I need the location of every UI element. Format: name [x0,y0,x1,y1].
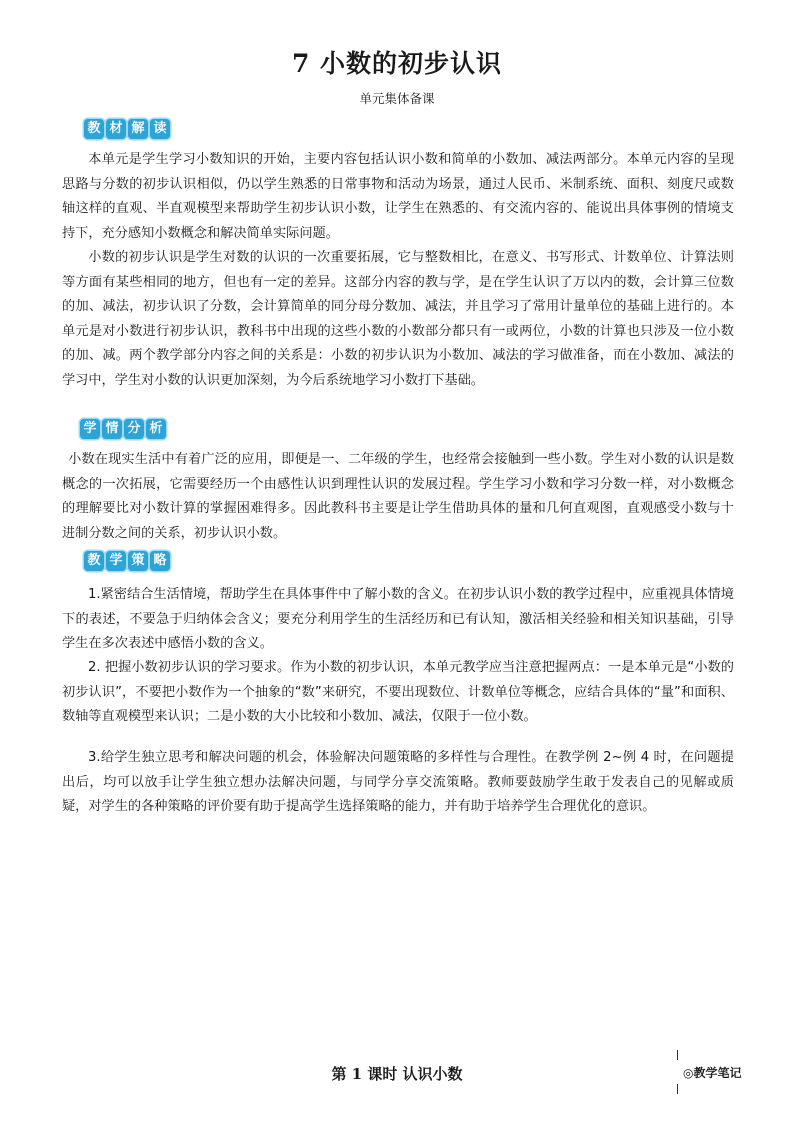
paragraph [62,246,734,393]
section-badge-teaching-strategy [84,549,172,572]
badge-char: 材 [106,119,126,139]
unit-title: 7 小数的初步认识 [291,49,503,78]
paragraph-text: 小数的初步认识是学生对数的认识的一次重要拓展，它与整数相比，在意义、书写形式、计数单位、计算法则等方面有某些相同的地方，但也有一定的差异。这部分内容的教与学，是在学生认识了万以内的数，会计算三位数的加、减法，初步认识了分数，会计算简单的同分母分数加、减法，并且学习了常用计量单位的基础上进行的。本单元是对小数进行初步认识，教科书中出现的这些小数的小数部分都只有一或两位，小数的计算也只涉及一位小数的加、减。两个教学部分内容之间的关系是：小数的初步认识为小数加、减法的学习做准备，而在小数加、减法的学习中，学生对小数的认识更加深刻，为今后系统地学习小数打下基础。 [62,250,734,388]
paragraph [62,583,734,657]
badge-char: 学 [106,551,126,571]
margin-divider [677,1050,678,1060]
badge-char: 情 [102,419,122,439]
badge-char: 解 [128,119,148,139]
badge-char: 读 [150,119,170,139]
badge-char: 学 [80,419,100,439]
badge-char: 分 [124,419,144,439]
badge-char: 略 [150,551,170,571]
paragraph [62,448,734,546]
paragraph-text: 本单元是学生学习小数知识的开始，主要内容包括认识小数和简单的小数加、减法两部分。本单元内容的呈现思路与分数的初步认识相似，仍以学生熟悉的日常事物和活动为场景，通过人民币、米制系统、面积、刻度尺或数轴这样的直观、半直观模型来帮助学生初步认识小数，让学生在熟悉的、有交流内容的、能说出具体事例的情境支持下，充分感知小数概念和解决简单实际问题。 [62,152,734,241]
paragraph-text: 2. 把握小数初步认识的学习要求。作为小数的初步认识，本单元教学应当注意把握两点：一是本单元是“小数的初步认识”，不要把小数作为一个抽象的“数”来研究，不要出现数位、计数单位等概念，应结合具体的“量”和面积、数轴等直观模型来认识；二是小数的大小比较和小数加、减法，仅限于一位小数。 [62,660,734,724]
unit-subtitle: 单元集体备课 [359,91,435,106]
paragraph [62,148,734,246]
paragraph-text: 3.给学生独立思考和解决问题的机会，体验解决问题策略的多样性与合理性。在教学例 2~例 4 时，在问题提出后，均可以放手让学生独立想办法解决问题，与同学分享交流策略。教师要鼓励学生敢于发表自己的见解或质疑，对学生的各种策略的评价要有助于提高学生选择策略的能力，并有助于培养学生合理优化的意识。 [62,750,734,814]
badge-char: 教 [84,551,104,571]
badge-char: 教 [84,119,104,139]
paragraph-text: 小数在现实生活中有着广泛的应用，即便是一、二年级的学生，也经常会接触到一些小数。学生对小数的认识是数概念的一次拓展，它需要经历一个由感性认识到理性认识的发展过程。学生学习小数和学习分数一样，对小数概念的理解要比对小数计算的掌握困难得多。因此教科书主要是让学生借助具体的量和几何直观图，直观感受小数与十进制分数之间的关系，初步认识小数。 [62,452,734,541]
badge-char: 策 [128,551,148,571]
teaching-notes-label: ◎教学笔记 [683,1066,742,1080]
paragraph-text: 1.紧密结合生活情境，帮助学生在具体事件中了解小数的含义。在初步认识小数的教学过程中，应重视具体情境下的表述，不要急于归纳体会含义；要充分利用学生的生活经历和已有认知，激活相关经验和相关知识基础，引导学生在多次表述中感悟小数的含义。 [62,587,734,651]
paragraph [62,746,734,820]
margin-divider [677,1084,678,1094]
paragraph [62,656,734,730]
lesson-title: 第 1 课时 认识小数 [331,1065,463,1083]
section-badge-textbook-analysis [84,117,172,140]
badge-char: 析 [146,419,166,439]
section-badge-learning-analysis [80,417,168,440]
